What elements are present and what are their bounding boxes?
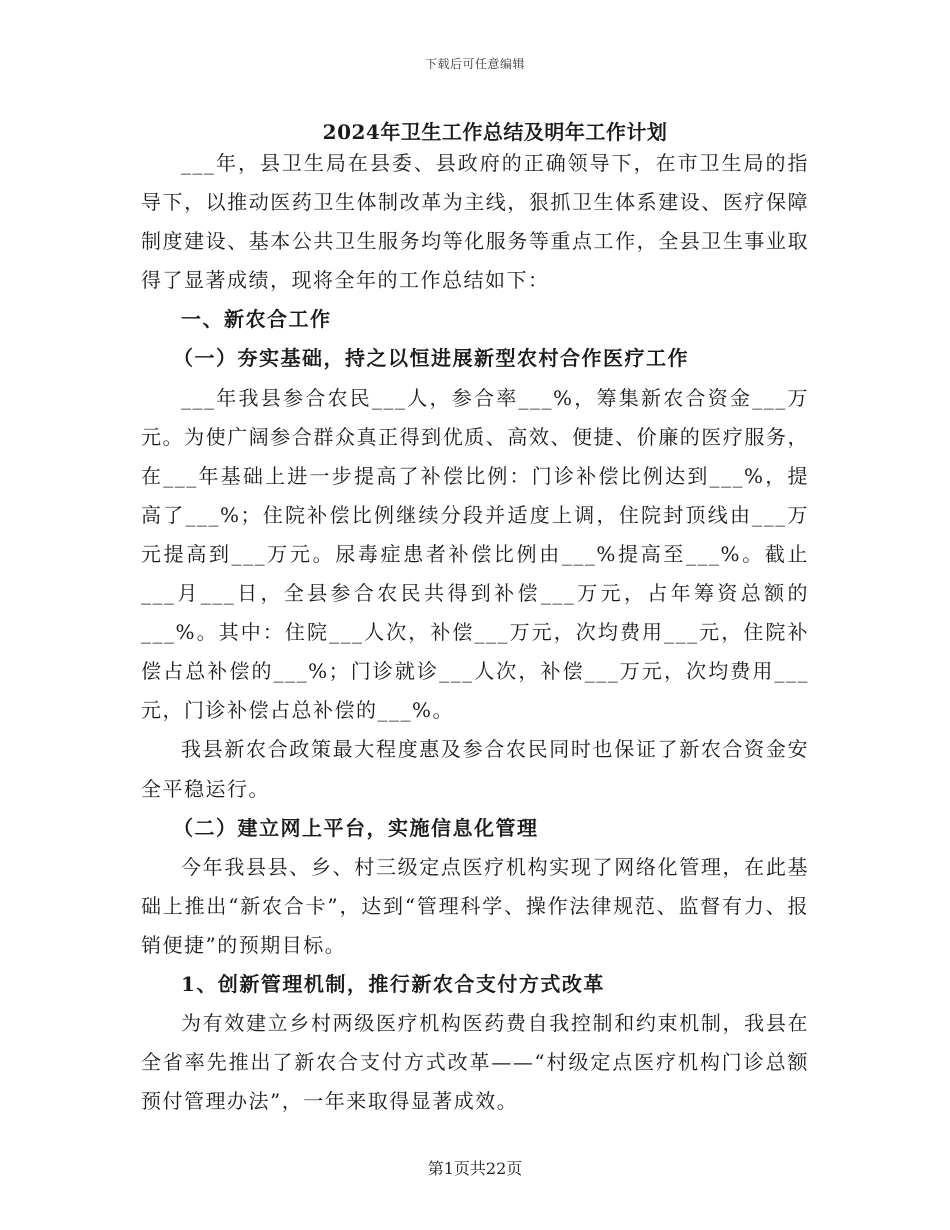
subsection-heading-1: （一）夯实基础，持之以恒进展新型农村合作医疗工作 [173, 346, 689, 371]
section-heading-1: 一、新农合工作 [181, 307, 332, 332]
page-number: 第1页共22页 [427, 1159, 523, 1178]
document-title: 2024年卫生工作总结及明年工作计划 [322, 120, 668, 144]
paragraph-statistics: ___年我县参合农民___人，参合率___%，筹集新农合资金___万元。为使广阔参合群众真正得到优质、高效、便捷、价廉的医疗服务，在___年基础上进一步提高了补偿比例：门诊补偿比例达到___%，提高了___%；住院补偿比例继续分段并适度上调，住院封顶线由___万元提高到___万元。尿毒症患者补偿比例由___%提高至___%。截止___月___日，全县参合农民共得到补偿___万元，占年筹资总额的___%。其中：住院___人次，补偿___万元，次均费用___元，住院补偿占总补偿的___%；门诊就诊___人次，补偿___万元，次均费用___元，门诊补偿占总补偿的___%。 [141, 385, 809, 723]
header-note: 下载后可任意编辑 [424, 57, 525, 71]
subsection-heading-2: （二）建立网上平台，实施信息化管理 [173, 815, 539, 840]
paragraph-policy: 我县新农合政策最大程度惠及参合农民同时也保证了新农合资金安全平稳运行。 [141, 737, 809, 801]
intro-paragraph: ___年，县卫生局在县委、县政府的正确领导下，在市卫生局的指导下，以推动医药卫生体制改革为主线，狠抓卫生体系建设、医疗保障制度建设、基本公共卫生服务均等化服务等重点工作，全县卫生事业取得了显著成绩，现将全年的工作总结如下： [141, 151, 809, 293]
paragraph-payment-reform: 为有效建立乡村两级医疗机构医药费自我控制和约束机制，我县在全省率先推出了新农合支付方式改革——“村级定点医疗机构门诊总额预付管理办法”，一年来取得显著成效。 [141, 1011, 809, 1114]
paragraph-network: 今年我县县、乡、村三级定点医疗机构实现了网络化管理，在此基础上推出“新农合卡”，达到“管理科学、操作法律规范、监督有力、报销便捷”的预期目标。 [141, 854, 809, 957]
item-heading-1: 1、创新管理机制，推行新农合支付方式改革 [181, 971, 605, 996]
document-body [141, 144, 809, 1121]
